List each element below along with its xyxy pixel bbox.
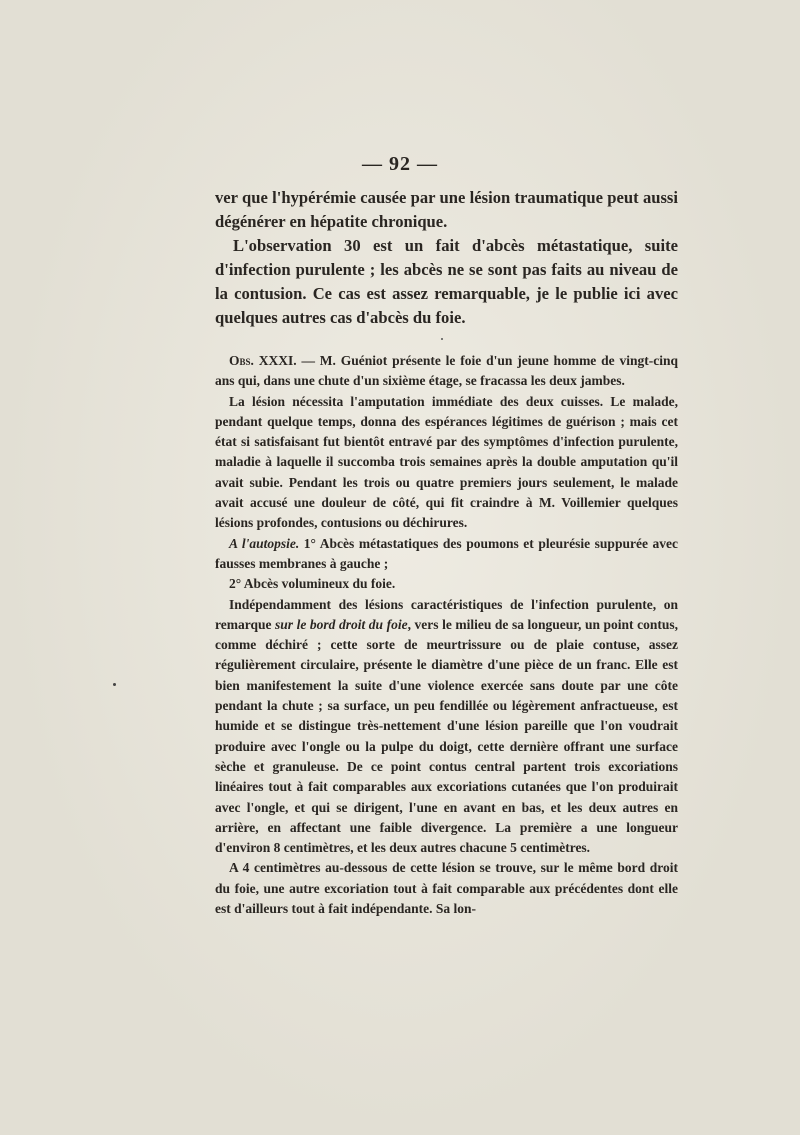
- autopsy-item-2: 2° Abcès volumineux du foie.: [229, 576, 396, 592]
- p5-emphasis: sur le bord droit du foie: [275, 616, 408, 632]
- main-text: [215, 186, 678, 330]
- ink-speck: [441, 338, 443, 340]
- margin-speck: [113, 683, 116, 686]
- observation-intro-text: — M. Guéniot présente le foie d'un jeune homme de vingt-cinq ans qui, dans une chute d'un sixième étage, se fracassa les deux jambes.: [215, 353, 678, 389]
- main-paragraph-1: ver que l'hypérémie causée par une lésion traumatique peut aussi dégénérer en hépatite chronique.: [215, 188, 678, 231]
- observation-label: Obs. XXXI.: [229, 353, 297, 368]
- autopsy-paragraph: [215, 534, 678, 575]
- observation-paragraph-6: A 4 centimètres au-dessous de cette lésion se trouve, sur le même bord droit du foie, une autre excoriation tout à fait comparable aux précédentes dont elle est d'ailleurs tout à fait indépendante. Sa lon-: [215, 860, 678, 917]
- observation-block: [215, 351, 678, 919]
- observation-paragraph-5: [215, 595, 678, 859]
- observation-intro: [215, 351, 678, 392]
- autopsy-label: A l'autopsie.: [229, 535, 300, 551]
- page-body: [215, 186, 678, 919]
- p5-text-b: , vers le milieu de sa longueur, un point contus, comme déchiré ; cette sorte de meurtrissure ou de plaie contuse, assez régulièrement circulaire, présente le diamètre d'une pièce de un franc. Elle est bien manifestement la suite d'une violence exercée sans doute par une côte pendant la chute ; sa surface, un peu fendillée ou légèrement anfractueuse, est humide et se distingue très-nettement d'une lésion pareille que l'on voudrait produire avec l'ongle ou la pulpe du doigt, cette dernière offrant une surface sèche et granuleuse. De ce point contus central partent trois excoriations linéaires tout à fait comparables aux excoriations cutanées que l'on produirait avec l'ongle, et qui se dirigent, l'une en avant en bas, et les deux autres en arrière, en affectant une faible divergence. La première a une longueur d'environ 8 centimètres, et les deux autres chacune 5 centimètres.: [215, 616, 678, 856]
- observation-paragraph-2: La lésion nécessita l'amputation immédiate des deux cuisses. Le malade, pendant quelque temps, donna des espérances légitimes de guérison ; mais cet état si satisfaisant fut bientôt entravé par des symptômes d'infection purulente, maladie à laquelle il succomba trois semaines après la double amputation qu'il avait subie. Pendant les trois ou quatre premiers jours seulement, le malade avait accusé une douleur de côté, qui fit craindre à M. Voillemier quelques lésions profondes, contusions ou déchirures.: [215, 393, 678, 531]
- main-paragraph-2: L'observation 30 est un fait d'abcès métastatique, suite d'infection purulente ; les abcès ne se sont pas faits au niveau de la contusion. Ce cas est assez remarquable, je le publie ici avec quelques autres cas d'abcès du foie.: [215, 236, 678, 327]
- autopsy-item-1: 1° Abcès métastatiques des poumons et pleurésie suppurée avec fausses membranes à gauche ;: [215, 535, 678, 571]
- page-number: — 92 —: [362, 153, 438, 175]
- p5-text-a: Indépendamment des lésions caractéristiques de l'infection purulente, on remarque: [215, 596, 678, 632]
